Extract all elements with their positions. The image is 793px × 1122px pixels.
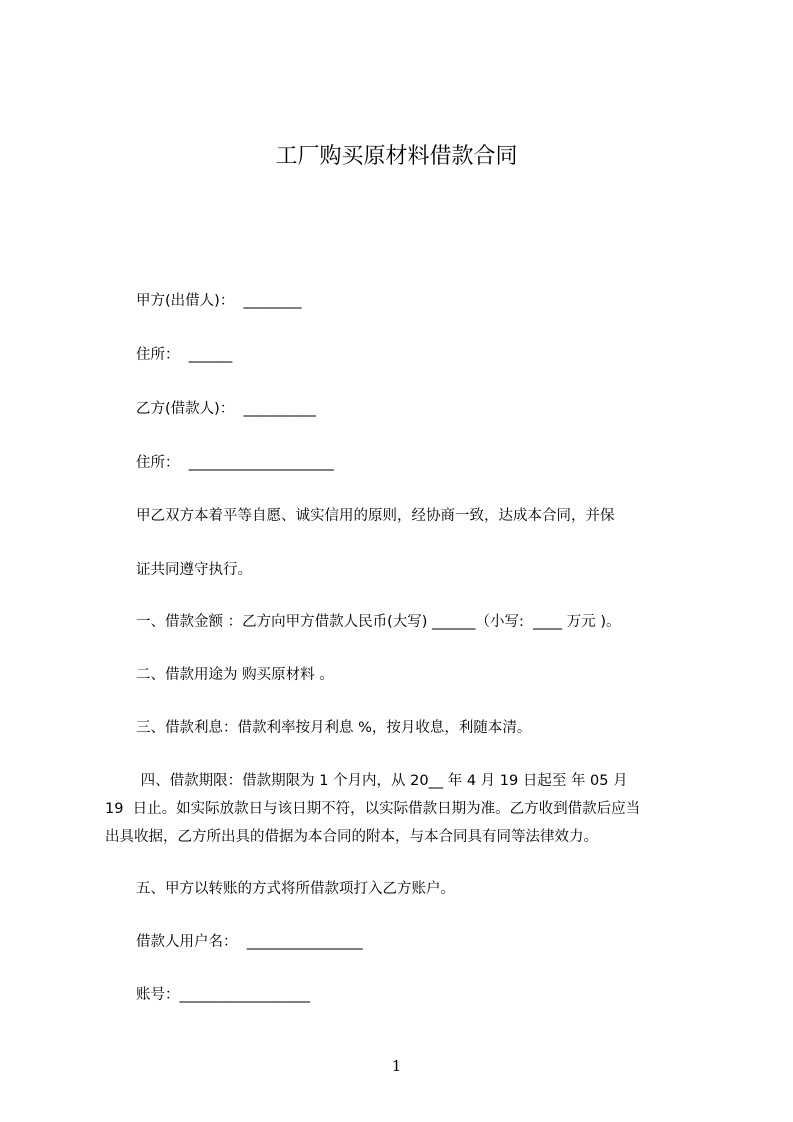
account-name-line: 借款人用户名： ________________ bbox=[136, 934, 363, 950]
account-number-line: 账号：__________________ bbox=[136, 987, 310, 1003]
clause-3-interest: 三、借款利息：借款利率按月利息 %，按月收息，利随本清。 bbox=[136, 720, 532, 736]
clause-4-term-line-3: 出具收据，乙方所出具的借据为本合同的附本，与本合同具有同等法律效力。 bbox=[105, 829, 598, 845]
clause-2-purpose: 二、借款用途为 购买原材料 。 bbox=[136, 667, 334, 683]
preamble-line-1: 甲乙双方本着平等自愿、诚实信用的原则，经协商一致，达成本合同，并保 bbox=[136, 508, 615, 524]
clause-4-term-line-2: 19 日止。如实际放款日与该日期不符，以实际借款日期为准。乙方收到借款后应当 bbox=[105, 801, 641, 817]
document-title: 工厂购买原材料借款合同 bbox=[275, 144, 518, 169]
preamble-line-2: 证共同遵守执行。 bbox=[136, 562, 252, 578]
clause-1-amount: 一、借款金额 ：乙方向甲方借款人民币(大写) ______（小写: ____ 万元 )。 bbox=[136, 614, 621, 630]
clause-5-transfer: 五、甲方以转账的方式将所借款项打入乙方账户。 bbox=[136, 881, 455, 897]
borrower-line: 乙方(借款人)： __________ bbox=[136, 401, 317, 417]
lender-line: 甲方(出借人)： ________ bbox=[136, 293, 302, 309]
borrower-address-line: 住所： ____________________ bbox=[136, 455, 334, 471]
lender-address-line: 住所： ______ bbox=[136, 347, 233, 363]
page-number: 1 bbox=[391, 1057, 402, 1075]
clause-4-term-line-1: 四、借款期限：借款期限为 1 个月内，从 20__ 年 4 月 19 日起至 年 05 月 bbox=[136, 773, 628, 789]
